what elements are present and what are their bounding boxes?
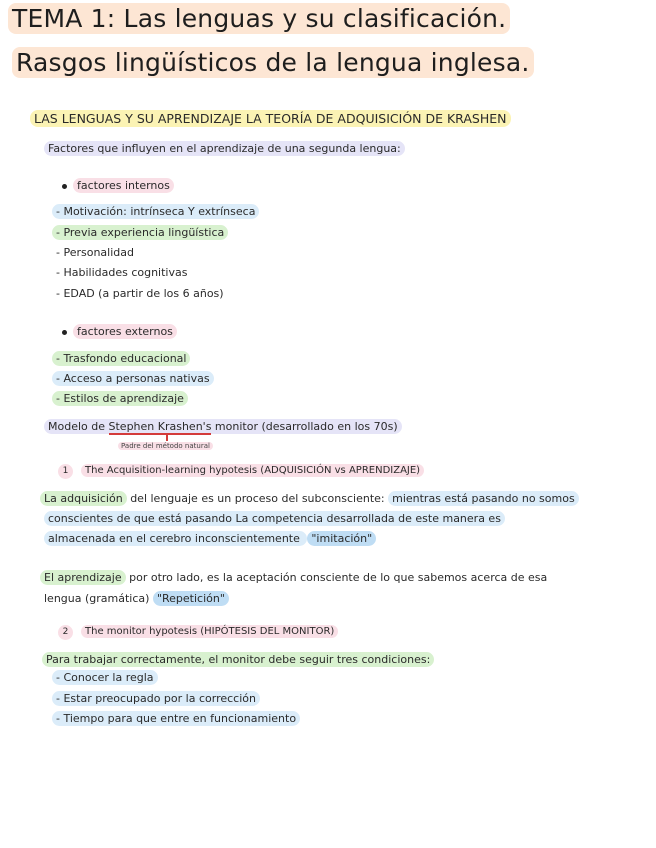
- acquisition-text-line-2: conscientes de que está pasando La competencia desarrollada de este manera es: [44, 511, 505, 526]
- monitor-condition-text: - Tiempo para que entre en funcionamiento: [52, 711, 300, 726]
- model-annotation-text: Padre del método natural: [118, 442, 213, 450]
- model-annotation: [118, 442, 213, 450]
- learning-paragraph-line-2: [44, 592, 229, 605]
- external-item-text: - Trasfondo educacional: [52, 351, 190, 366]
- internal-factors-label: [62, 179, 174, 192]
- external-factors-label: [62, 325, 177, 338]
- model-prefix: Modelo de: [48, 420, 109, 433]
- bullet-icon: [62, 184, 67, 189]
- section-heading: [30, 111, 511, 126]
- factors-intro-text: Factores que influyen en el aprendizaje de una segunda lengua:: [44, 141, 405, 156]
- external-item-text: - Estilos de aprendizaje: [52, 391, 188, 406]
- title-line-2-text: Rasgos lingüísticos de la lengua inglesa.: [12, 47, 534, 78]
- imitation-term: "imitación": [307, 531, 376, 546]
- internal-item-text: - Motivación: intrínseca Y extrínseca: [52, 204, 259, 219]
- title-line-1-text: TEMA 1: Las lenguas y su clasificación.: [8, 3, 510, 34]
- model-suffix: monitor (desarrollado en los 70s): [211, 420, 398, 433]
- external-factors-label-text: factores externos: [73, 324, 177, 339]
- bullet-icon: [62, 330, 67, 335]
- internal-item: [52, 246, 138, 259]
- internal-item-text: - Previa experiencia lingüística: [52, 225, 228, 240]
- external-item: [52, 352, 190, 365]
- hypothesis-1-number: 1: [58, 464, 73, 479]
- internal-item: [52, 226, 228, 239]
- monitor-condition-text: - Estar preocupado por la corrección: [52, 691, 260, 706]
- acquisition-paragraph-line-2: [44, 512, 505, 525]
- internal-item: [52, 205, 259, 218]
- internal-item-text: - Habilidades cognitivas: [56, 266, 188, 279]
- learning-text: por otro lado, es la aceptación consciente de lo que sabemos acerca de esa: [125, 571, 548, 584]
- acquisition-term: La adquisición: [40, 491, 127, 506]
- internal-item: [52, 287, 228, 300]
- external-item: [52, 392, 188, 405]
- monitor-intro-text: Para trabajar correctamente, el monitor debe seguir tres condiciones:: [42, 652, 434, 667]
- acquisition-paragraph-line-3: [44, 532, 376, 545]
- monitor-condition: [52, 712, 300, 725]
- repetition-term: "Repetición": [153, 591, 229, 606]
- annotation-arrow: [166, 434, 168, 441]
- monitor-condition: [52, 692, 260, 705]
- learning-paragraph-line-1: [40, 571, 547, 584]
- acquisition-text: del lenguaje es un proceso del subconsciente:: [126, 492, 389, 505]
- monitor-condition: [52, 671, 158, 684]
- external-item-text: - Acceso a personas nativas: [52, 371, 214, 386]
- model-line-text: [44, 419, 402, 434]
- external-item: [52, 372, 214, 385]
- factors-intro: [44, 142, 405, 155]
- learning-text-line-2: lengua (gramática): [44, 592, 153, 605]
- hypothesis-1-title-text: The Acquisition-learning hypotesis (ADQUISICIÓN vs APRENDIZAJE): [81, 464, 424, 477]
- model-line: [44, 420, 402, 433]
- internal-item-text: - Personalidad: [56, 246, 134, 259]
- internal-item: [52, 266, 191, 279]
- title-line-1: [8, 4, 510, 33]
- monitor-intro: [42, 653, 434, 666]
- title-line-2: [12, 48, 534, 77]
- section-heading-text: LAS LENGUAS Y SU APRENDIZAJE LA TEORÍA DE ADQUISICIÓN DE KRASHEN: [30, 110, 511, 127]
- learning-term: El aprendizaje: [40, 570, 126, 585]
- hypothesis-2-title: [58, 625, 338, 640]
- hypothesis-2-title-text: The monitor hypotesis (HIPÓTESIS DEL MONITOR): [81, 625, 338, 638]
- krashen-name: Stephen Krashen's: [108, 420, 212, 433]
- internal-item-text: - EDAD (a partir de los 6 años): [56, 287, 224, 300]
- acquisition-text-line-3: almacenada en el cerebro inconscientemente: [44, 531, 307, 546]
- hypothesis-2-number: 2: [58, 625, 73, 640]
- acquisition-text-highlight: mientras está pasando no somos: [388, 491, 579, 506]
- hypothesis-1-title: [58, 464, 424, 479]
- acquisition-paragraph-line-1: [40, 492, 579, 505]
- internal-factors-label-text: factores internos: [73, 178, 174, 193]
- monitor-condition-text: - Conocer la regla: [52, 670, 158, 685]
